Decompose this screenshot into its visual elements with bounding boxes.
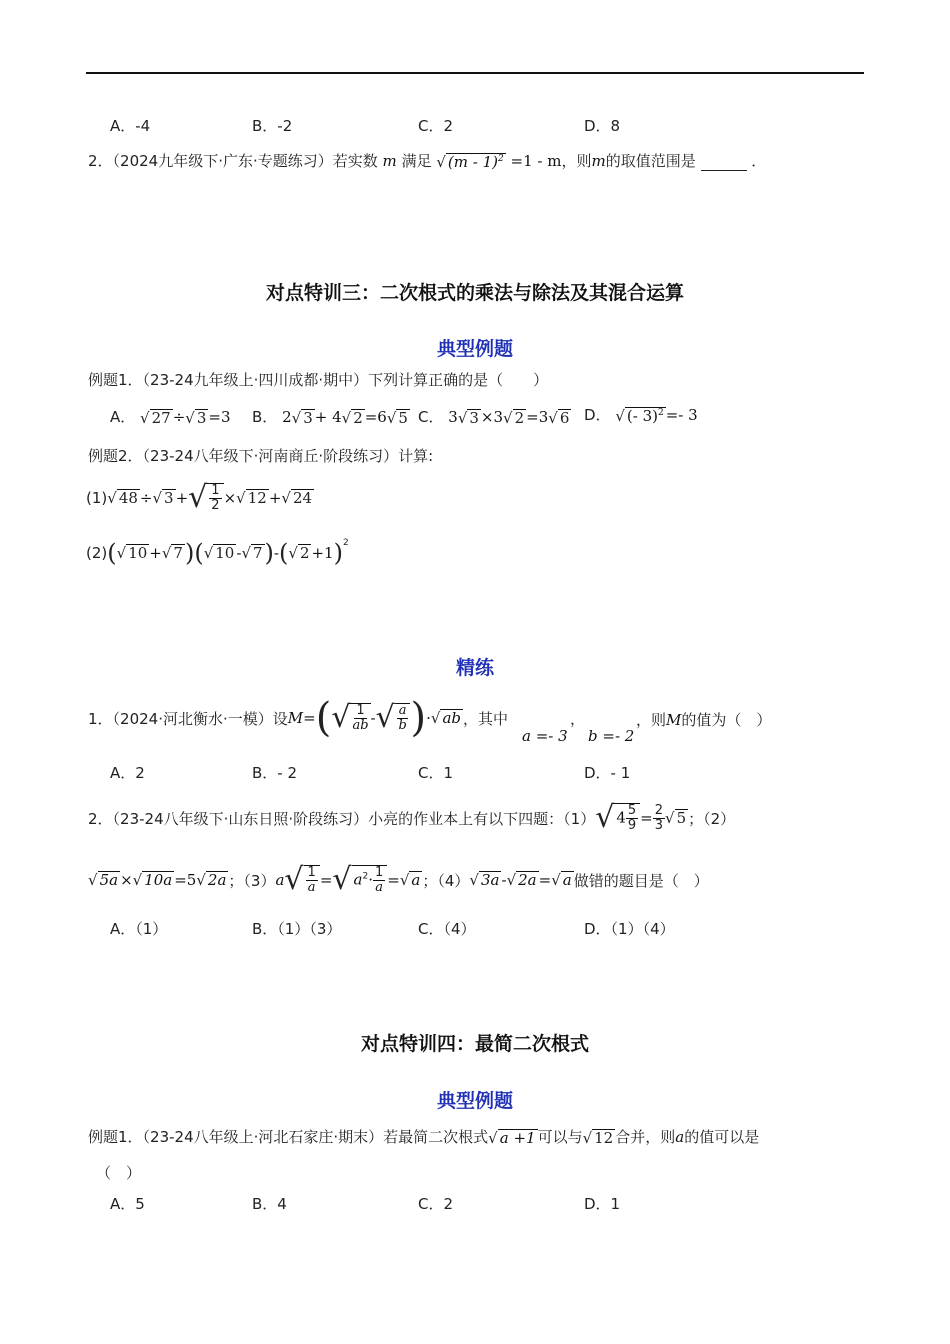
- example-1-option-c[interactable]: C． 3√ 3 ×3√ 2 =3√ 6: [418, 408, 570, 427]
- section-3-example-heading: 典型例题: [436, 338, 513, 360]
- example-2-stem: 例题2．（23-24八年级下·河南商丘·阶段练习）计算:: [88, 447, 434, 465]
- section-4-option-d[interactable]: D．1: [584, 1195, 621, 1213]
- question-text: 的取值范围是: [605, 152, 696, 170]
- section-4-option-c[interactable]: C．2: [418, 1195, 454, 1213]
- practice-1-option-c[interactable]: C．1: [418, 764, 454, 782]
- prev-option-b[interactable]: B．-2: [252, 117, 293, 135]
- section-4-title: 对点特训四：最简二次根式: [360, 1033, 589, 1055]
- practice-question-2-line-1: 2．（23-24八年级下·山东日照·阶段练习）小亮的作业本上有以下四题：（1） √ 4 $\frac{5}{9}$ = $\frac{2}{3}$ √ 5 ；（2）: [88, 800, 736, 835]
- prev-option-d[interactable]: D．8: [584, 117, 621, 135]
- practice-question-2-line-2: √ 5a × √ 10a =5 √ 2a ；（3） a √ $\frac{1}{a}$ = √ $a^2\cdot$ $\frac{1}{a}$ = √ a ；（4） √ 3a - √ 2a = √ a 做错的题目是（ ）: [88, 862, 709, 897]
- sqrt-expression: √ (m - 1)$^2$: [436, 152, 504, 171]
- question-text: 满足: [401, 152, 432, 170]
- practice-2-option-b[interactable]: B．（1）（3）: [252, 920, 342, 938]
- example-2-part-1: (1) √ 48 ÷ √ 3 + √ $\frac{1}{2}$ × √ 12 + √ 24: [86, 480, 313, 515]
- section-4-example-1-bracket: （ ）: [96, 1164, 142, 1182]
- practice-1-option-d[interactable]: D．- 1: [584, 764, 631, 782]
- condition-separator: ，: [570, 710, 586, 728]
- prev-option-c[interactable]: C．2: [418, 117, 454, 135]
- math-var: m: [382, 152, 397, 170]
- section-4-option-a[interactable]: A．5: [110, 1195, 145, 1213]
- condition-b: b =- 2: [588, 727, 635, 745]
- section-4-example-1-stem: 例题1．（23-24八年级上·河北石家庄·期末）若最简二次根式√ a +1 可以与√ 12 合并，则a的值可以是: [88, 1128, 760, 1147]
- example-1-option-b[interactable]: B． 2√ 3 + 4√ 2 =6√ 5: [252, 408, 408, 427]
- practice-question-1-suffix: ，则M的值为（ ）: [636, 711, 772, 729]
- question-text: 2．（2024九年级下·广东·专题练习）若实数: [88, 152, 378, 170]
- math-var: m: [591, 152, 606, 170]
- condition-a: a =- 3: [522, 727, 568, 745]
- prev-option-a[interactable]: A．-4: [110, 117, 151, 135]
- example-1-option-d[interactable]: D． √ (- 3)$^2$ =- 3: [584, 406, 698, 425]
- practice-2-option-c[interactable]: C．（4）: [418, 920, 476, 938]
- section-4-option-b[interactable]: B．4: [252, 1195, 287, 1213]
- practice-heading: 精练: [455, 657, 494, 679]
- practice-1-option-a[interactable]: A．2: [110, 764, 145, 782]
- prev-question-2: [88, 150, 766, 171]
- answer-blank[interactable]: [701, 156, 747, 171]
- section-3-title: 对点特训三：二次根式的乘法与除法及其混合运算: [265, 282, 684, 304]
- math-rhs: =1 - m: [510, 152, 562, 170]
- section-4-example-heading: 典型例题: [436, 1090, 513, 1112]
- example-1-stem: 例题1．（23-24九年级上·四川成都·期中）下列计算正确的是（ ）: [88, 371, 549, 389]
- question-end: ．: [751, 152, 767, 170]
- practice-2-option-a[interactable]: A．（1）: [110, 920, 168, 938]
- practice-question-1: 1．（2024·河北衡水·一模）设 M = ( √ $\frac{1}{ab}$ - √ $\frac{a}{b}$ ) · √ ab ，其中: [88, 695, 508, 741]
- example-2-part-2: (2) ( √ 10 + √ 7 )( √ 10 - √ 7 ) - ( √ 2 +1 ) $^2$: [86, 538, 349, 567]
- practice-1-option-b[interactable]: B．- 2: [252, 764, 298, 782]
- practice-2-option-d[interactable]: D．（1）（4）: [584, 920, 675, 938]
- top-rule: [86, 72, 864, 74]
- question-text: ，则: [561, 152, 592, 170]
- example-1-option-a[interactable]: A． √ 27 ÷√ 3 =3: [110, 408, 231, 427]
